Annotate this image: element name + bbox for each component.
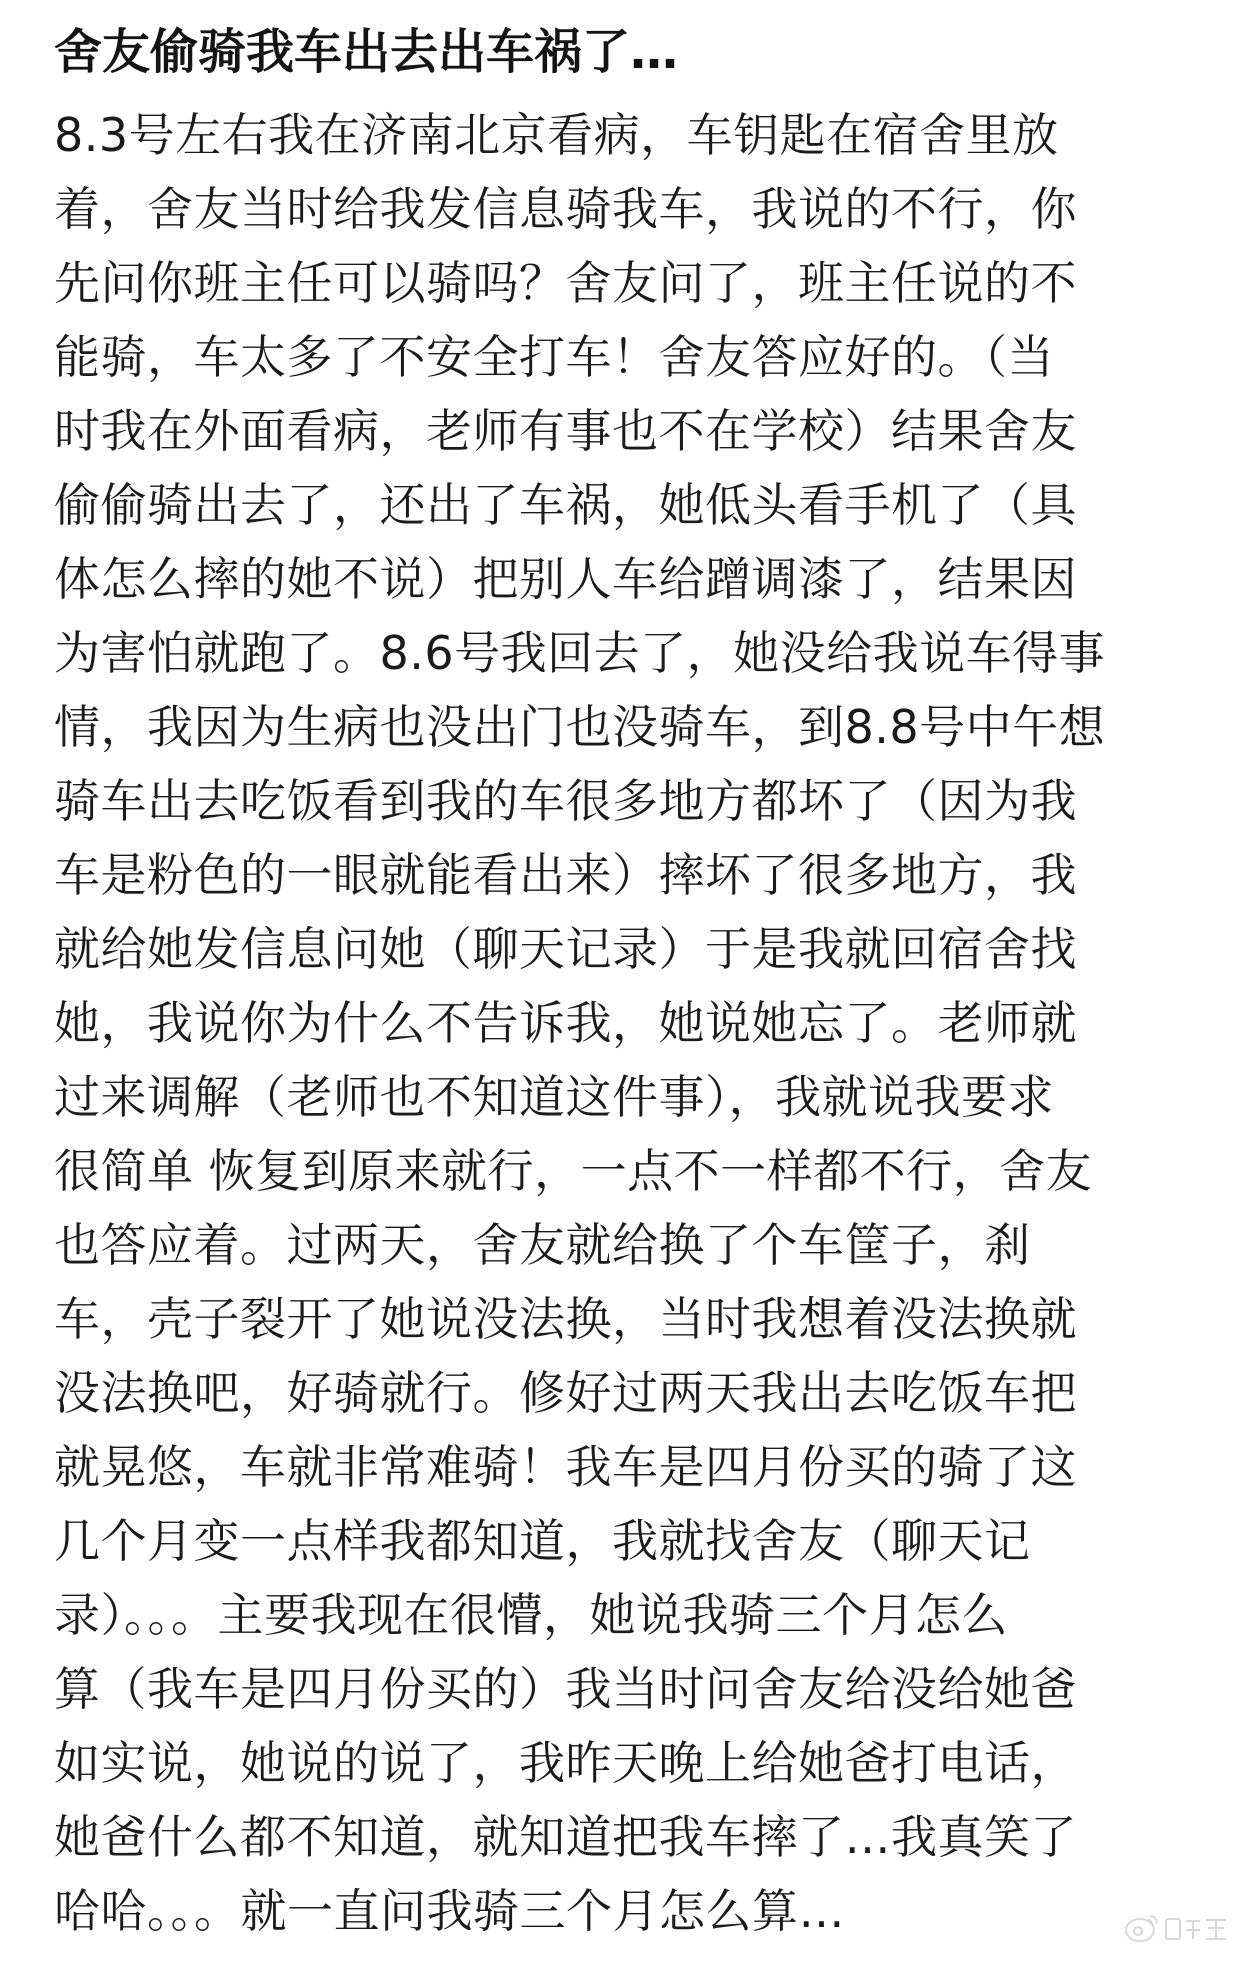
post-line: 8.3号左右我在济南北京看病，车钥匙在宿舍里放	[54, 108, 1059, 162]
post-line: 没法换吧，好骑就行。修好过两天我出去吃饭车把	[54, 1366, 1077, 1420]
post-line: 她爸什么都不知道，就知道把我车摔了…我真笑了	[54, 1810, 1077, 1864]
post-line: 为害怕就跑了。8.6号我回去了，她没给我说车得事	[54, 626, 1106, 680]
post-line: 录）。。。主要我现在很懵，她说我骑三个月怎么	[54, 1588, 1008, 1642]
post-body	[54, 98, 1224, 1948]
post-line: 算（我车是四月份买的）我当时问舍友给没给她爸	[54, 1662, 1077, 1716]
post-line: 哈哈。。。就一直问我骑三个月怎么算…	[54, 1884, 845, 1938]
post-line: 也答应着。过两天，舍友就给换了个车筐子，刹	[54, 1218, 1031, 1272]
post-line: 骑车出去吃饭看到我的车很多地方都坏了（因为我	[54, 774, 1077, 828]
post-line: 她，我说你为什么不告诉我，她说她忘了。老师就	[54, 996, 1077, 1050]
post-line: 先问你班主任可以骑吗？舍友问了，班主任说的不	[54, 256, 1077, 310]
post-line: 能骑，车太多了不安全打车！舍友答应好的。（当	[54, 330, 1054, 384]
post-line: 过来调解（老师也不知道这件事），我就说我要求	[54, 1070, 1054, 1124]
post-line: 几个月变一点样我都知道，我就找舍友（聊天记	[54, 1514, 1031, 1568]
post-line: 时我在外面看病，老师有事也不在学校）结果舍友	[54, 404, 1077, 458]
post-line: 很简单 恢复到原来就行，一点不一样都不行，舍友	[54, 1144, 1093, 1198]
post-title: 舍友偷骑我车出去出车祸了…	[54, 24, 679, 80]
post-line: 就给她发信息问她（聊天记录）于是我就回宿舍找	[54, 922, 1077, 976]
post-line: 着，舍友当时给我发信息骑我车，我说的不行，你	[54, 182, 1077, 236]
post-line: 偷偷骑出去了，还出了车祸，她低头看手机了（具	[54, 478, 1077, 532]
watermark-logo-icon	[1122, 1910, 1232, 1946]
post-line: 车，壳子裂开了她说没法换，当时我想着没法换就	[54, 1292, 1077, 1346]
post-line: 就晃悠，车就非常难骑！我车是四月份买的骑了这	[54, 1440, 1077, 1494]
post-line: 情，我因为生病也没出门也没骑车，到8.8号中午想	[54, 700, 1106, 754]
post-line: 车是粉色的一眼就能看出来）摔坏了很多地方，我	[54, 848, 1077, 902]
post-line: 如实说，她说的说了，我昨天晚上给她爸打电话，	[54, 1736, 1077, 1790]
post-line: 体怎么摔的她不说）把别人车给蹭调漆了，结果因	[54, 552, 1077, 606]
